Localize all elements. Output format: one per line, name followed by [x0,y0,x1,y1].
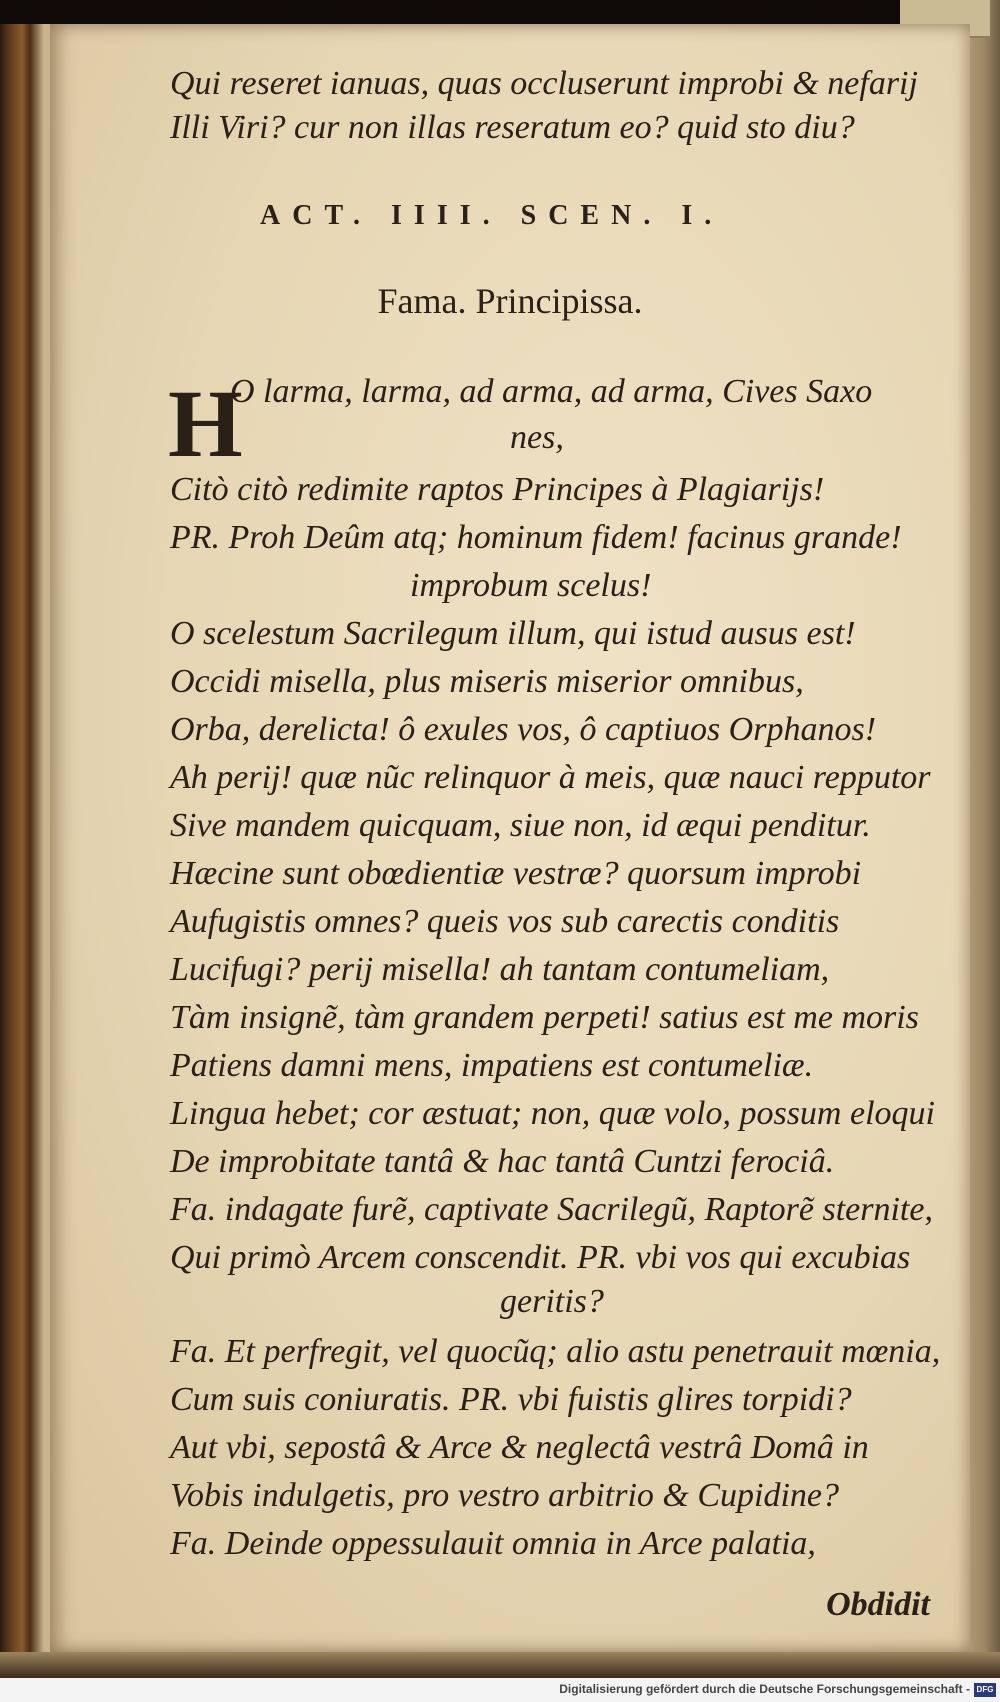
body-line: Hæcine sunt obœdientiæ vestræ? quorsum improbi [170,855,862,892]
body-line: Qui primò Arcem conscendit. PR. vbi vos qui excubias [170,1239,911,1276]
text-line-top-2: Illi Viri? cur non illas reseratum eo? quid sto diu? [170,109,855,146]
body-line: De improbitate tantâ & hac tantâ Cuntzi ferociâ. [170,1143,835,1180]
catchword: Obdidit [826,1586,930,1623]
drop-cap: H [168,370,243,477]
body-line: Lingua hebet; cor æstuat; non, quæ volo, possum eloqui [170,1095,935,1132]
body-line: O larma, larma, ad arma, ad arma, Cives Saxo [230,373,873,410]
scan-top-edge [0,0,1000,24]
body-line: Aufugistis omnes? queis vos sub carectis conditis [170,903,840,940]
body-line: improbum scelus! [410,567,652,604]
text-line-top-1: Qui reseret ianuas, quas occluserunt improbi & nefarij [170,65,918,102]
body-line: Fa. indagate furẽ, captivate Sacrilegũ, Raptorẽ sternite, [170,1191,933,1228]
body-line: Fa. Deinde oppessulauit omnia in Arce palatia, [170,1525,816,1562]
body-line: Tàm insignẽ, tàm grandem perpeti! satius est me moris [170,999,919,1036]
body-line: Occidi misella, plus miseris miserior omnibus, [170,663,804,700]
body-line: nes, [510,419,564,456]
cast-heading: Fama. Principissa. [377,281,643,321]
body-line: Orba, derelicta! ô exules vos, ô captiuos Orphanos! [170,711,877,748]
body-line: Aut vbi, sepostâ & Arce & neglectâ vestrâ Domâ in [170,1429,869,1466]
body-line: Ah perij! quæ nũc relinquor à meis, quæ nauci repputor [170,759,931,796]
body-line: Lucifugi? perij misella! ah tantam contumeliam, [170,951,830,988]
digitization-footer [0,1678,1000,1702]
body-line: O scelestum Sacrilegum illum, qui istud ausus est! [170,615,856,652]
body-line: Patiens damni mens, impatiens est contumeliæ. [170,1047,814,1084]
body-line: Cum suis coniuratis. PR. vbi fuistis glires torpidi? [170,1381,852,1418]
act-scene-heading: ACT. IIII. SCEN. I. [260,200,724,231]
body-line: PR. Proh Deûm atq; hominum fidem! facinus grande! [170,519,902,556]
body-line: Vobis indulgetis, pro vestro arbitrio & Cupidine? [170,1477,839,1514]
body-line: Fa. Et perfregit, vel quocũq; alio astu penetrauit mœnia, [170,1333,941,1370]
body-line: Sive mandem quicquam, siue non, id æqui penditur. [170,807,871,844]
body-line: geritis? [500,1283,604,1320]
scan-bottom-edge [0,1652,1000,1678]
dfg-logo-icon: DFG [974,1683,996,1697]
footer-credit: Digitalisierung gefördert durch die Deutsche Forschungsgemeinschaft - [559,1682,970,1696]
body-line: Citò citò redimite raptos Principes à Plagiarijs! [170,471,825,508]
book-page [50,24,970,1652]
